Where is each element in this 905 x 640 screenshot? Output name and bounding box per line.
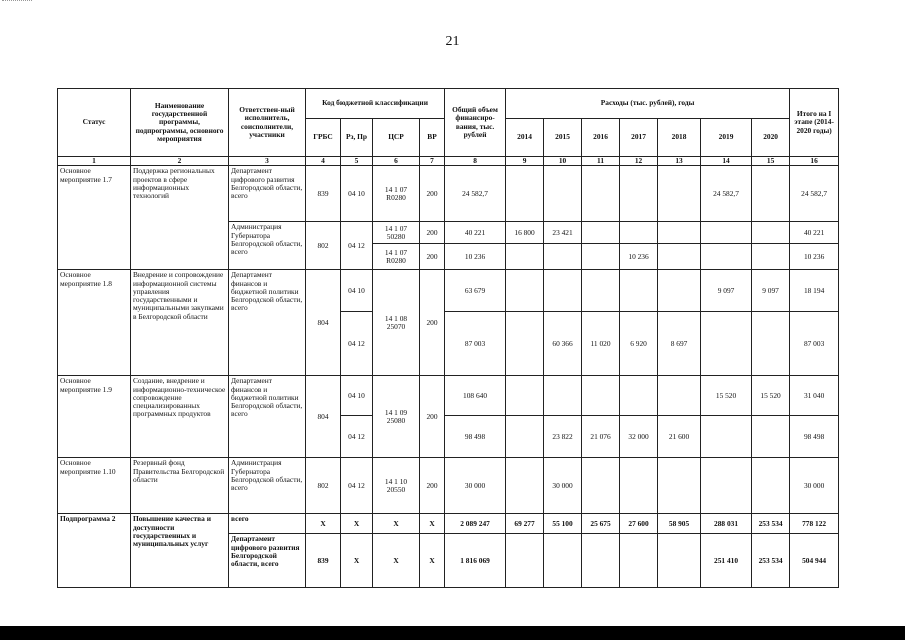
column-number: 14	[701, 157, 752, 166]
grbs-cell: 802	[306, 222, 341, 270]
stage-total-cell: 98 498	[790, 416, 839, 458]
stage-total-cell: 504 944	[790, 534, 839, 588]
column-number: 4	[306, 157, 341, 166]
scan-bottom-edge	[0, 626, 905, 640]
year-2018-cell: 8 697	[658, 312, 701, 376]
total-cell: 30 000	[445, 458, 506, 514]
header-year: 2019	[701, 119, 752, 157]
year-2016-cell: 11 020	[582, 312, 620, 376]
header-total-volume: Общий объем финансиро-вания, тыс. рублей	[445, 89, 506, 157]
column-number: 1	[58, 157, 131, 166]
total-cell: 87 003	[445, 312, 506, 376]
status-cell: Основное мероприятие 1.8	[58, 270, 131, 376]
name-cell: Внедрение и сопровождение информационной системы управления государственными и муниципальными закупками в Белгородской области	[131, 270, 229, 376]
grbs-cell: Х	[306, 514, 341, 534]
vr-cell: Х	[420, 514, 445, 534]
year-2015-cell: 55 100	[544, 514, 582, 534]
total-cell: 63 679	[445, 270, 506, 312]
csr-cell: 14 1 07 R0280	[373, 166, 420, 222]
year-2015-cell: 30 000	[544, 458, 582, 514]
status-cell: Подпрограмма 2	[58, 514, 131, 588]
year-2019-cell: 9 097	[701, 270, 752, 312]
vr-cell: 200	[420, 376, 445, 458]
page-number: 21	[445, 34, 460, 49]
total-cell: 1 816 069	[445, 534, 506, 588]
header-budget-code: Код бюджетной классификации	[306, 89, 445, 119]
column-number: 2	[131, 157, 229, 166]
table-row	[58, 166, 839, 222]
executor-cell: Департамент цифрового развития Белгородской области, всего	[229, 166, 306, 222]
name-cell: Поддержка региональных проектов в сфере информационных технологий	[131, 166, 229, 270]
year-2020-cell: 9 097	[752, 270, 790, 312]
stage-total-cell: 30 000	[790, 458, 839, 514]
year-2015-cell: 60 366	[544, 312, 582, 376]
header-expenses: Расходы (тыс. рублей), годы	[506, 89, 790, 119]
name-cell: Повышение качества и доступности государственных и муниципальных услуг	[131, 514, 229, 588]
status-cell: Основное мероприятие 1.7	[58, 166, 131, 270]
table-row	[58, 270, 839, 312]
executor-cell: Администрация Губернатора Белгородской области, всего	[229, 222, 306, 270]
rz-cell: 04 10	[341, 166, 373, 222]
column-number: 8	[445, 157, 506, 166]
csr-cell: 14 1 07 R0280	[373, 244, 420, 270]
rz-cell: 04 12	[341, 458, 373, 514]
rz-cell: Х	[341, 514, 373, 534]
grbs-cell: 839	[306, 166, 341, 222]
year-2015-cell: 23 421	[544, 222, 582, 244]
stage-total-cell: 24 582,7	[790, 166, 839, 222]
csr-cell: Х	[373, 534, 420, 588]
table-row	[58, 514, 839, 534]
column-number: 6	[373, 157, 420, 166]
year-2018-cell: 58 905	[658, 514, 701, 534]
grbs-cell: 802	[306, 458, 341, 514]
year-2016-cell: 25 675	[582, 514, 620, 534]
scan-artifact	[2, 0, 32, 3]
stage-total-cell: 18 194	[790, 270, 839, 312]
header-csr: ЦСР	[373, 119, 420, 157]
header-name: Наименование государственной программы, подпрограммы, основного мероприятия	[131, 89, 229, 157]
status-cell: Основное мероприятие 1.10	[58, 458, 131, 514]
rz-cell: Х	[341, 534, 373, 588]
column-number: 16	[790, 157, 839, 166]
year-2015-cell: 23 822	[544, 416, 582, 458]
executor-cell: Департамент финансов и бюджетной политики Белгородской области, всего	[229, 270, 306, 376]
name-cell: Создание, внедрение и информационно-техническое сопровождение специализированных программных продуктов	[131, 376, 229, 458]
executor-cell: всего	[229, 514, 306, 534]
total-cell: 10 236	[445, 244, 506, 270]
vr-cell: Х	[420, 534, 445, 588]
csr-cell: 14 1 10 20550	[373, 458, 420, 514]
executor-cell: Администрация Губернатора Белгородской области, всего	[229, 458, 306, 514]
executor-cell: Департамент цифрового развития Белгородской области, всего	[229, 534, 306, 588]
rz-cell: 04 12	[341, 416, 373, 458]
year-2018-cell: 21 600	[658, 416, 701, 458]
year-2014-cell: 69 277	[506, 514, 544, 534]
total-cell: 2 089 247	[445, 514, 506, 534]
year-2020-cell: 253 534	[752, 534, 790, 588]
year-2017-cell: 6 920	[620, 312, 658, 376]
rz-cell: 04 12	[341, 222, 373, 270]
column-number: 12	[620, 157, 658, 166]
total-cell: 24 582,7	[445, 166, 506, 222]
header-year: 2015	[544, 119, 582, 157]
column-number: 15	[752, 157, 790, 166]
table-row	[58, 458, 839, 514]
header-rz: Рз, Пр	[341, 119, 373, 157]
csr-cell: 14 1 08 25070	[373, 270, 420, 376]
year-2019-cell: 15 520	[701, 376, 752, 416]
csr-cell: 14 1 07 50280	[373, 222, 420, 244]
executor-cell: Департамент финансов и бюджетной политики Белгородской области, всего	[229, 376, 306, 458]
stage-total-cell: 778 122	[790, 514, 839, 534]
rz-cell: 04 12	[341, 312, 373, 376]
year-2019-cell: 24 582,7	[701, 166, 752, 222]
year-2019-cell: 251 410	[701, 534, 752, 588]
year-2020-cell: 253 534	[752, 514, 790, 534]
csr-cell: Х	[373, 514, 420, 534]
stage-total-cell: 10 236	[790, 244, 839, 270]
column-number: 10	[544, 157, 582, 166]
total-cell: 98 498	[445, 416, 506, 458]
stage-total-cell: 31 040	[790, 376, 839, 416]
rz-cell: 04 10	[341, 376, 373, 416]
year-2017-cell: 10 236	[620, 244, 658, 270]
stage-total-cell: 40 221	[790, 222, 839, 244]
year-2017-cell: 32 000	[620, 416, 658, 458]
header-year: 2014	[506, 119, 544, 157]
year-2016-cell: 21 076	[582, 416, 620, 458]
vr-cell: 200	[420, 458, 445, 514]
column-number-row	[58, 157, 839, 166]
grbs-cell: 839	[306, 534, 341, 588]
header-grbs: ГРБС	[306, 119, 341, 157]
column-number: 11	[582, 157, 620, 166]
vr-cell: 200	[420, 166, 445, 222]
year-2020-cell: 15 520	[752, 376, 790, 416]
header-year: 2016	[582, 119, 620, 157]
header-year: 2018	[658, 119, 701, 157]
csr-cell: 14 1 09 25080	[373, 376, 420, 458]
name-cell: Резервный фонд Правительства Белгородской области	[131, 458, 229, 514]
total-cell: 40 221	[445, 222, 506, 244]
column-number: 13	[658, 157, 701, 166]
stage-total-cell: 87 003	[790, 312, 839, 376]
vr-cell: 200	[420, 244, 445, 270]
grbs-cell: 804	[306, 270, 341, 376]
year-2014-cell: 16 800	[506, 222, 544, 244]
column-number: 9	[506, 157, 544, 166]
column-number: 5	[341, 157, 373, 166]
status-cell: Основное мероприятие 1.9	[58, 376, 131, 458]
header-year: 2020	[752, 119, 790, 157]
header-status: Статус	[58, 89, 131, 157]
header-executor: Ответствен-ный исполнитель, соисполнители, участники	[229, 89, 306, 157]
rz-cell: 04 10	[341, 270, 373, 312]
year-2017-cell: 27 600	[620, 514, 658, 534]
vr-cell: 200	[420, 222, 445, 244]
table-row	[58, 376, 839, 416]
grbs-cell: 804	[306, 376, 341, 458]
header-stage-total: Итого на I этапе (2014-2020 годы)	[790, 89, 839, 157]
vr-cell: 200	[420, 270, 445, 376]
header-vr: ВР	[420, 119, 445, 157]
header-year: 2017	[620, 119, 658, 157]
budget-table	[57, 88, 839, 588]
total-cell: 108 640	[445, 376, 506, 416]
column-number: 3	[229, 157, 306, 166]
column-number: 7	[420, 157, 445, 166]
year-2019-cell: 288 031	[701, 514, 752, 534]
